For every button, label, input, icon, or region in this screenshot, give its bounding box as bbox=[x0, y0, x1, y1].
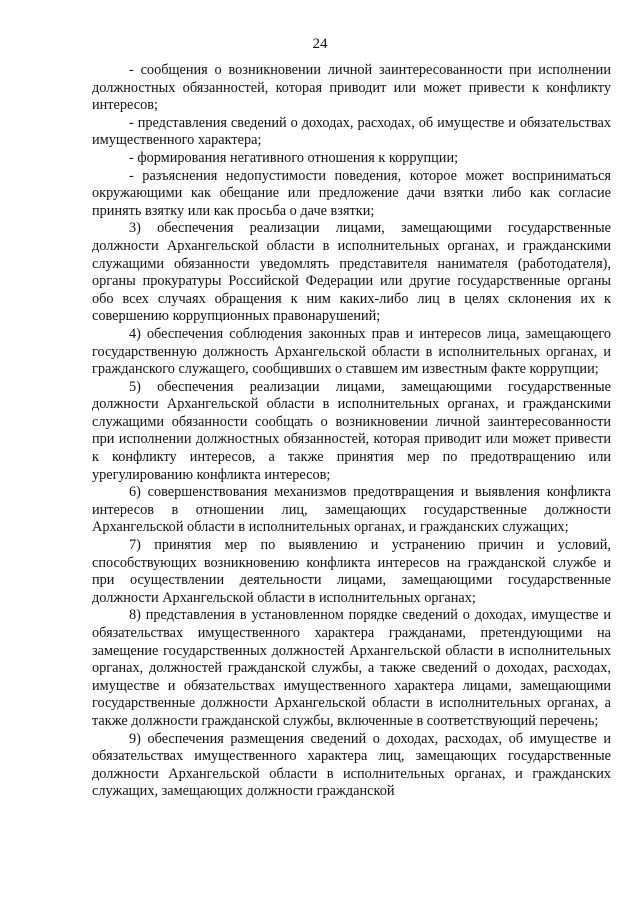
paragraph-item-4: 4) обеспечения соблюдения законных прав и интересов лица, замещающего государственную должность Архангельской области в исполнительных органах, и гражданского служащего, сообщивших о ставшем им известным факте коррупции; bbox=[92, 325, 611, 378]
paragraph-reporting-interest: - сообщения о возникновении личной заинтересованности при исполнении должностных обязанностей, которая приводит или может привести к конфликту интересов; bbox=[92, 62, 611, 114]
paragraph-item-5: 5) обеспечения реализации лицами, замещающими государственные должности Архангельской области в исполнительных органах, и гражданскими служащими обязанности сообщать о возникновении личной заинтересованности при исполнении должностных обязанностей, которая приводит или может привести к конфликту интересов, а также принятия мер по предотвращению или урегулированию конфликта интересов; bbox=[92, 378, 611, 483]
paragraph-bribe-explanation: - разъяснения недопустимости поведения, которое может восприниматься окружающими как обещание или предложение дачи взятки либо как согласие принять взятку или как просьба о даче взятки; bbox=[92, 167, 611, 219]
paragraph-income-declaration: - представления сведений о доходах, расходах, об имуществе и обязательствах имущественного характера; bbox=[92, 114, 611, 149]
paragraph-item-7: 7) принятия мер по выявлению и устранению причин и условий, способствующих возникновению конфликта интересов на гражданской службе и при осуществлении деятельности лицами, замещающими государственные должности Архангельской области в исполнительных органах; bbox=[92, 537, 611, 606]
paragraph-item-3: 3) обеспечения реализации лицами, замещающими государственные должности Архангельской области в исполнительных органах, и гражданскими служащими обязанности уведомлять представителя нанимателя (работодателя), органы прокуратуры Российской Федерации или другие государственные органы обо всех случаях обращения к ним каких-либо лиц в целях склонения их к совершению коррупционных правонарушений; bbox=[92, 220, 611, 325]
document-body bbox=[92, 62, 611, 801]
paragraph-negative-attitude: - формирования негативного отношения к коррупции; bbox=[129, 149, 459, 166]
paragraph-item-8: 8) представления в установленном порядке сведений о доходах, имуществе и обязательствах имущественного характера гражданами, претендующими на замещение государственных должностей Архангельской области в исполнительных органах, должностей гражданской службы, а также сведений о доходах, расходах, имуществе и обязательствах имущественного характера лицами, замещающими государственные должности Архангельской области в исполнительных органах, а также должности гражданской службы, включенные в соответствующий перечень; bbox=[92, 607, 611, 729]
page-number: 24 bbox=[312, 36, 328, 52]
paragraph-item-9: 9) обеспечения размещения сведений о доходах, расходах, об имуществе и обязательствах имущественного характера лиц, замещающих государственные должности Архангельской области в исполнительных органах, и гражданских служащих, замещающих должности гражданской bbox=[92, 730, 611, 800]
paragraph-item-6: 6) совершенствования механизмов предотвращения и выявления конфликта интересов в отношении лиц, замещающих государственные должности Архангельской области в исполнительных органах, и гражданских служащих; bbox=[92, 484, 611, 536]
